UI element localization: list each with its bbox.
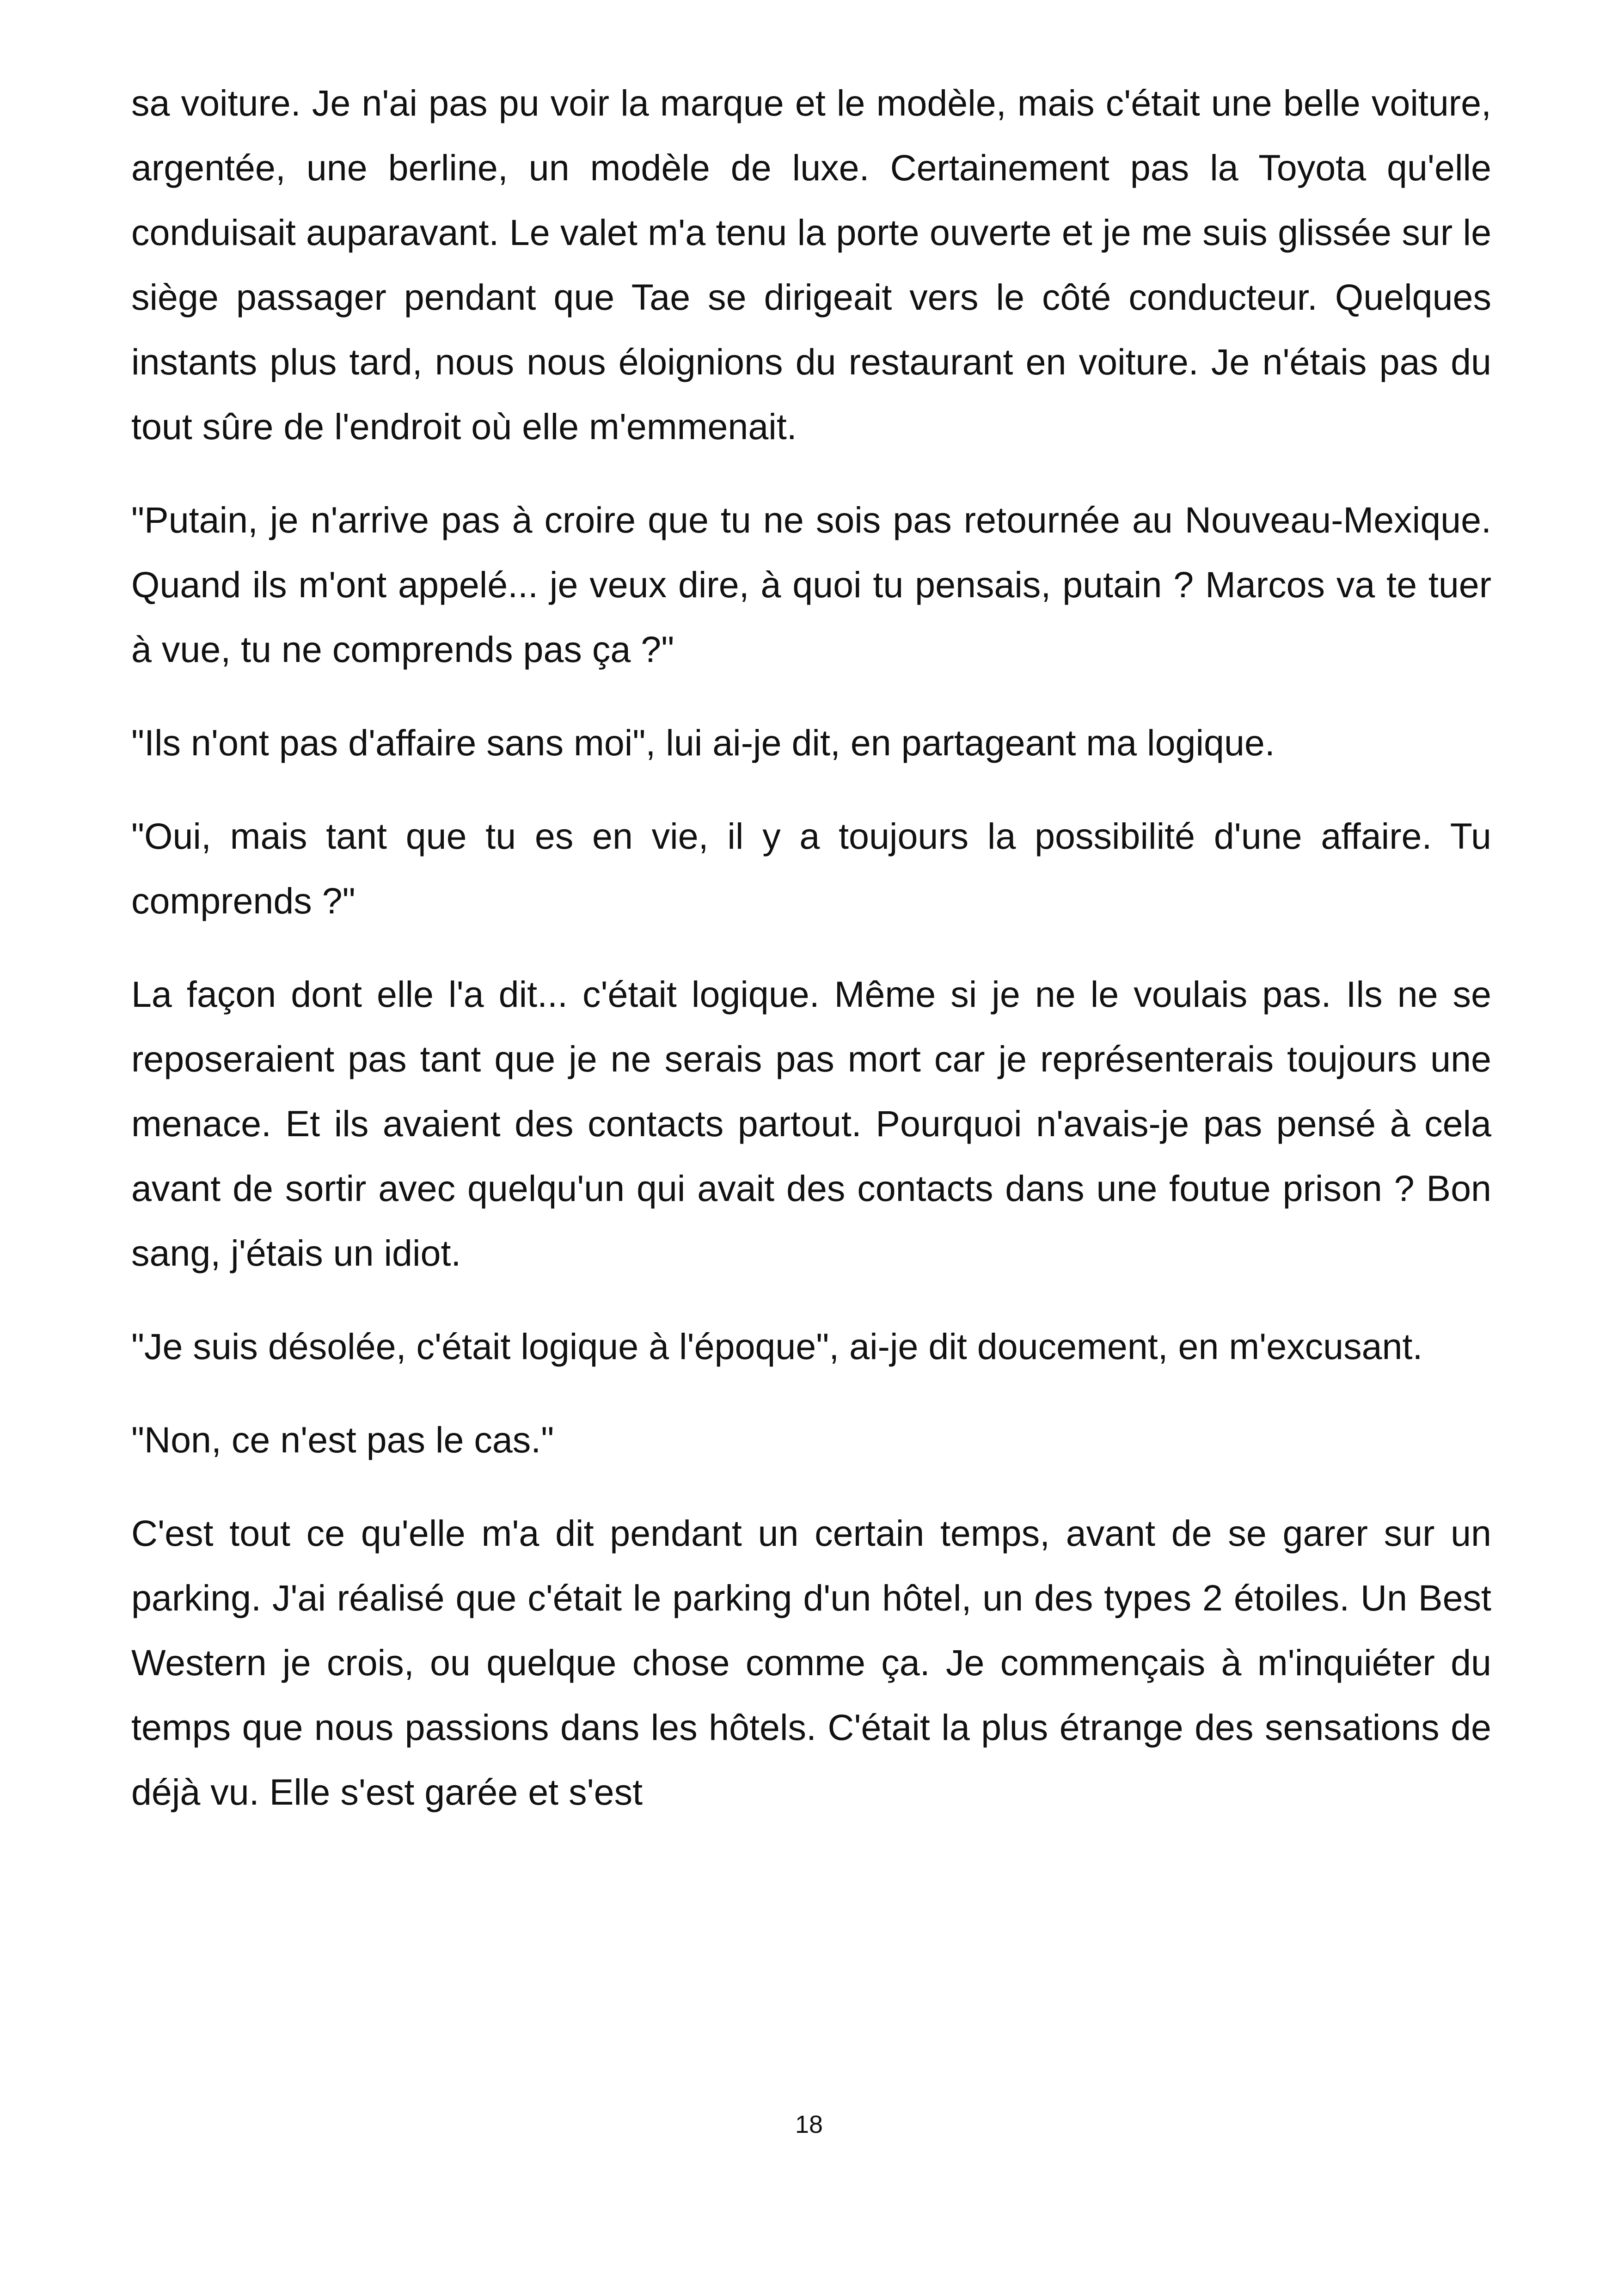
page-number: 18 bbox=[795, 2111, 823, 2138]
body-text bbox=[131, 71, 1491, 1853]
paragraph: sa voiture. Je n'ai pas pu voir la marque et le modèle, mais c'était une belle voiture, argentée, une berline, un modèle de luxe. Certainement pas la Toyota qu'elle conduisait auparavant. Le valet m'a tenu la porte ouverte et je me suis glissée sur le siège passager pendant que Tae se dirigeait vers le côté conducteur. Quelques instants plus tard, nous nous éloignions du restaurant en voiture. Je n'étais pas du tout sûre de l'endroit où elle m'emmenait. bbox=[131, 82, 1491, 447]
paragraph: "Oui, mais tant que tu es en vie, il y a toujours la possibilité d'une affaire. Tu comprends ?" bbox=[131, 815, 1491, 921]
paragraph: La façon dont elle l'a dit... c'était logique. Même si je ne le voulais pas. Ils ne se reposeraient pas tant que je ne serais pas mort car je représenterais toujours une menace. Et ils avaient des contacts partout. Pourquoi n'avais-je pas pensé à cela avant de sortir avec quelqu'un qui avait des contacts dans une foutue prison ? Bon sang, j'étais un idiot. bbox=[131, 974, 1491, 1274]
paragraph: "Ils n'ont pas d'affaire sans moi", lui ai-je dit, en partageant ma logique. bbox=[131, 722, 1275, 763]
paragraph: "Non, ce n'est pas le cas." bbox=[131, 1419, 554, 1460]
paragraph: C'est tout ce qu'elle m'a dit pendant un certain temps, avant de se garer sur un parking. J'ai réalisé que c'était le parking d'un hôtel, un des types 2 étoiles. Un Best Western je crois, ou quelque chose comme ça. Je commençais à m'inquiéter du temps que nous passions dans les hôtels. C'était la plus étrange des sensations de déjà vu. Elle s'est garée et s'est bbox=[131, 1512, 1491, 1812]
paragraph: "Je suis désolée, c'était logique à l'époque", ai-je dit doucement, en m'excusant. bbox=[131, 1326, 1423, 1367]
paragraph: "Putain, je n'arrive pas à croire que tu ne sois pas retournée au Nouveau-Mexique. Quand ils m'ont appelé... je veux dire, à quoi tu pensais, putain ? Marcos va te tuer à vue, tu ne comprends pas ça ?" bbox=[131, 499, 1491, 670]
